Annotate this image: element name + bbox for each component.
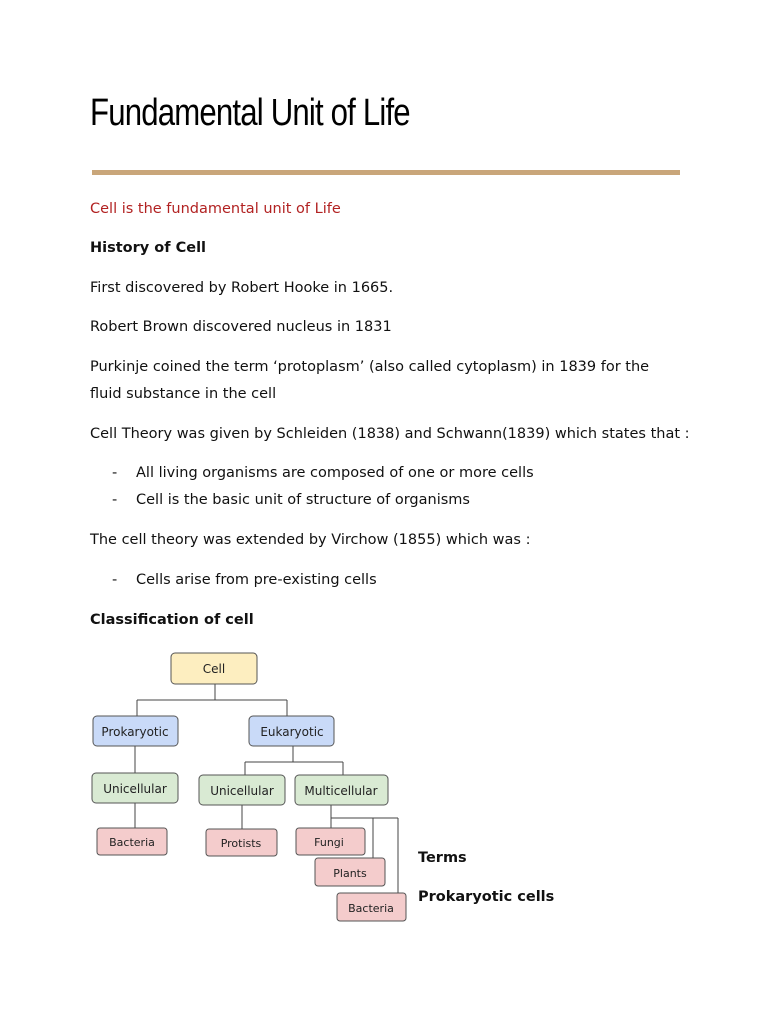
virchow-text: The cell theory was extended by Virchow (1855) which was : (90, 532, 531, 548)
node-plants-label: Plants (333, 867, 367, 880)
node-bacteria-label: Bacteria (348, 902, 394, 915)
node-bacteria-label: Bacteria (109, 836, 155, 849)
page-title: Fundamental Unit of Life (90, 92, 410, 134)
history-item-hooke: First discovered by Robert Hooke in 1665. (90, 280, 394, 296)
prokaryotic-cells-heading: Prokaryotic cells (418, 889, 555, 905)
history-item-cell-theory: Cell Theory was given by Schleiden (1838) and Schwann(1839) which states that : (90, 426, 690, 442)
list-item-text: Cell is the basic unit of structure of organisms (136, 492, 470, 508)
terms-heading: Terms (418, 850, 467, 866)
bullet-dash: - (112, 465, 118, 481)
history-item-brown: Robert Brown discovered nucleus in 1831 (90, 319, 392, 335)
list-item-text: Cells arise from pre-existing cells (136, 572, 377, 588)
node-protists-label: Protists (220, 837, 262, 850)
bullet-dash: - (112, 492, 118, 508)
node-unicellular-label: Unicellular (103, 782, 167, 796)
intro-text: Cell is the fundamental unit of Life (90, 201, 341, 217)
node-prokaryotic-label: Prokaryotic (101, 725, 169, 739)
node-unicellular-label: Unicellular (210, 784, 274, 798)
history-heading: History of Cell (90, 240, 207, 256)
node-multicellular-label: Multicellular (304, 784, 378, 798)
node-eukaryotic-label: Eukaryotic (260, 725, 324, 739)
node-fungi-label: Fungi (314, 836, 344, 849)
classification-heading: Classification of cell (90, 612, 254, 628)
bullet-dash: - (112, 572, 118, 588)
node-cell-label: Cell (202, 662, 226, 676)
list-item-text: All living organisms are composed of one or more cells (136, 465, 534, 481)
history-item-purkinje: Purkinje coined the term ‘protoplasm’ (also called cytoplasm) in 1839 for the fluid substance in the cell (90, 359, 650, 402)
